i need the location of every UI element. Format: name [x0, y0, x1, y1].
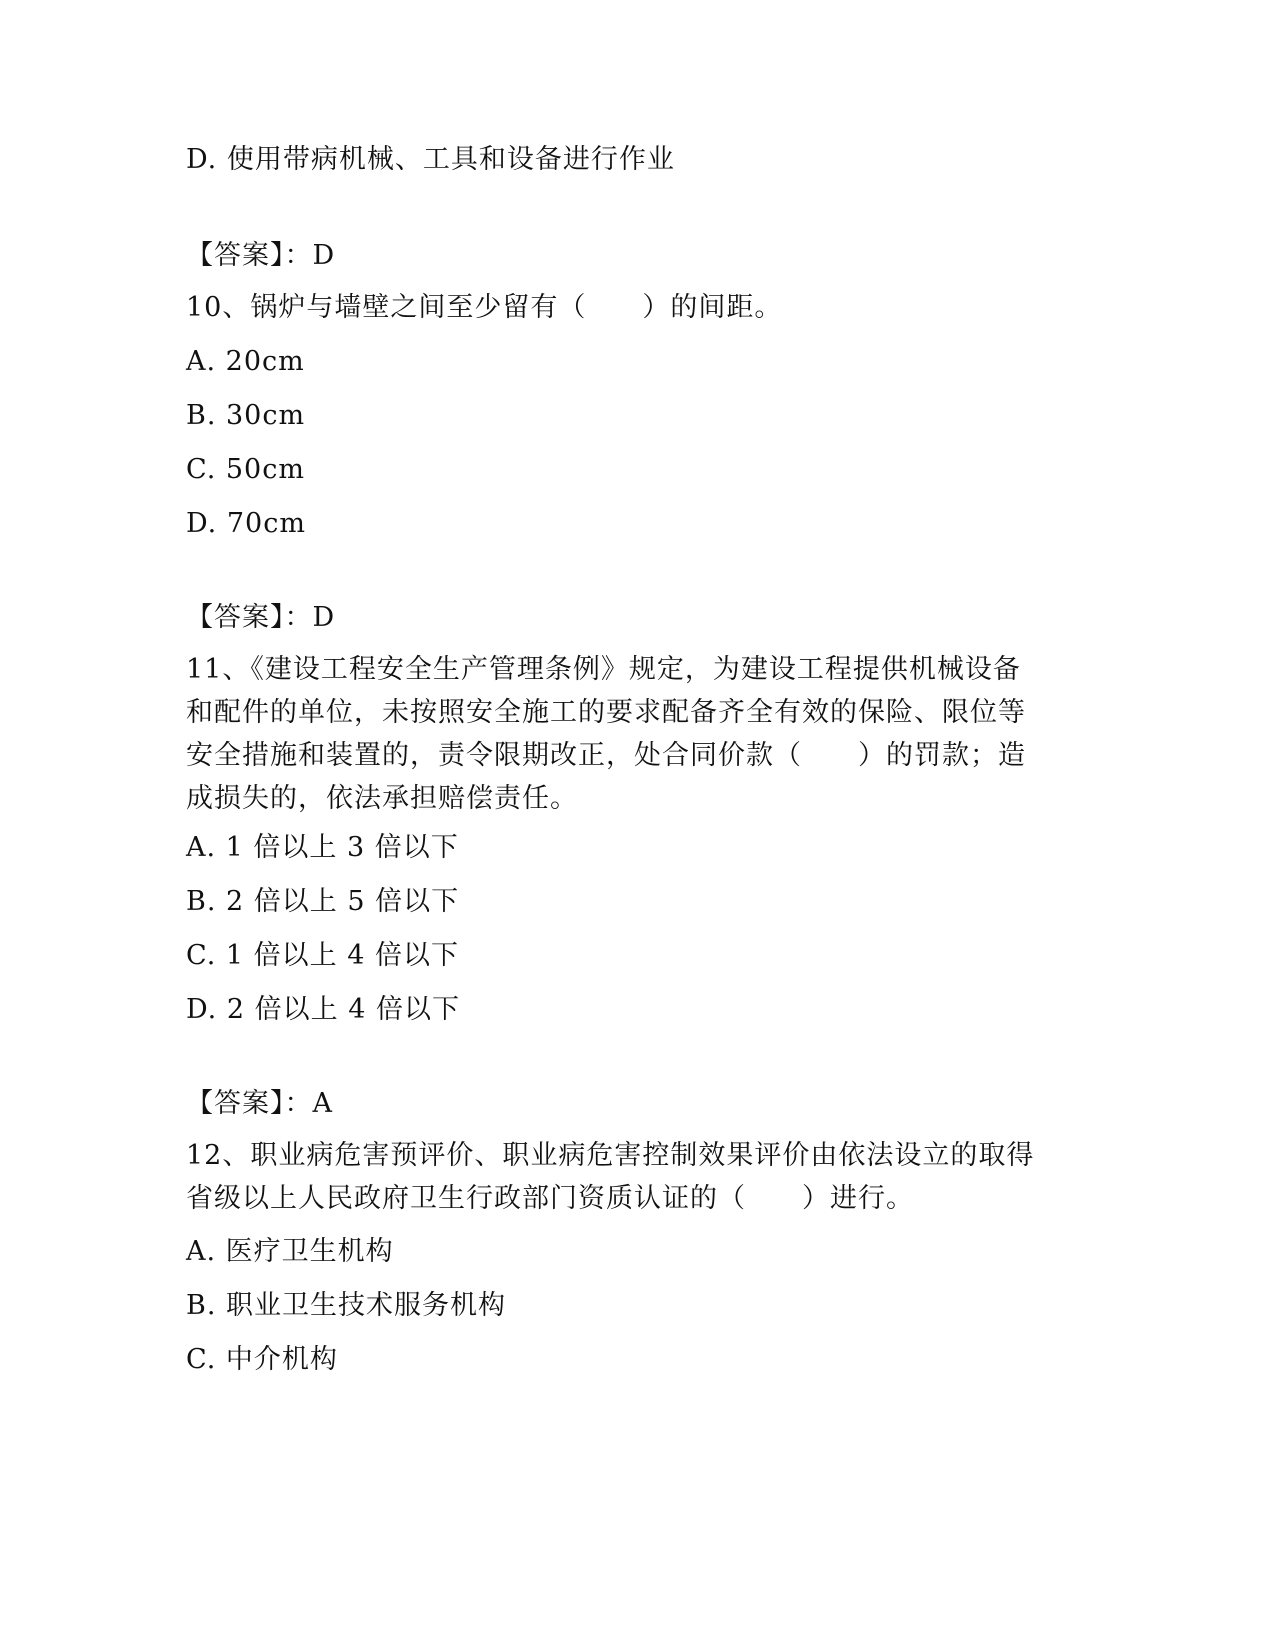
- q10-option-a: A. 20cm: [186, 346, 305, 377]
- q11-answer: 【答案】：A: [186, 1088, 333, 1119]
- q12-option-b: B. 职业卫生技术服务机构: [186, 1290, 507, 1321]
- q11-option-a: A. 1 倍以上 3 倍以下: [186, 832, 459, 863]
- q10-answer: 【答案】：D: [186, 602, 336, 633]
- q12-option-a: A. 医疗卫生机构: [186, 1236, 394, 1267]
- q9-answer: 【答案】：D: [186, 240, 336, 271]
- q11-stem: [186, 648, 1056, 820]
- q11-stem-line: 安全措施和装置的，责令限期改正，处合同价款（ ）的罚款；造: [186, 740, 1026, 771]
- q11-option-d: D. 2 倍以上 4 倍以下: [186, 994, 460, 1025]
- q10-option-c: C. 50cm: [186, 454, 305, 485]
- q10-option-d: D. 70cm: [186, 508, 306, 539]
- q12-stem: [186, 1134, 1056, 1220]
- q9-option-d: D. 使用带病机械、工具和设备进行作业: [186, 144, 675, 175]
- q10-stem: 10、锅炉与墙壁之间至少留有（ ）的间距。: [186, 292, 783, 323]
- q11-stem-line: 和配件的单位，未按照安全施工的要求配备齐全有效的保险、限位等: [186, 697, 1026, 728]
- q11-stem-line: 成损失的，依法承担赔偿责任。: [186, 783, 578, 814]
- q12-stem-line: 省级以上人民政府卫生行政部门资质认证的（ ）进行。: [186, 1183, 914, 1214]
- q11-option-b: B. 2 倍以上 5 倍以下: [186, 886, 460, 917]
- q12-option-c: C. 中介机构: [186, 1344, 338, 1375]
- q11-option-c: C. 1 倍以上 4 倍以下: [186, 940, 459, 971]
- q12-stem-line: 12、职业病危害预评价、职业病危害控制效果评价由依法设立的取得: [186, 1140, 1035, 1171]
- q11-stem-line: 11、《建设工程安全生产管理条例》规定，为建设工程提供机械设备: [186, 654, 1021, 685]
- q10-option-b: B. 30cm: [186, 400, 306, 431]
